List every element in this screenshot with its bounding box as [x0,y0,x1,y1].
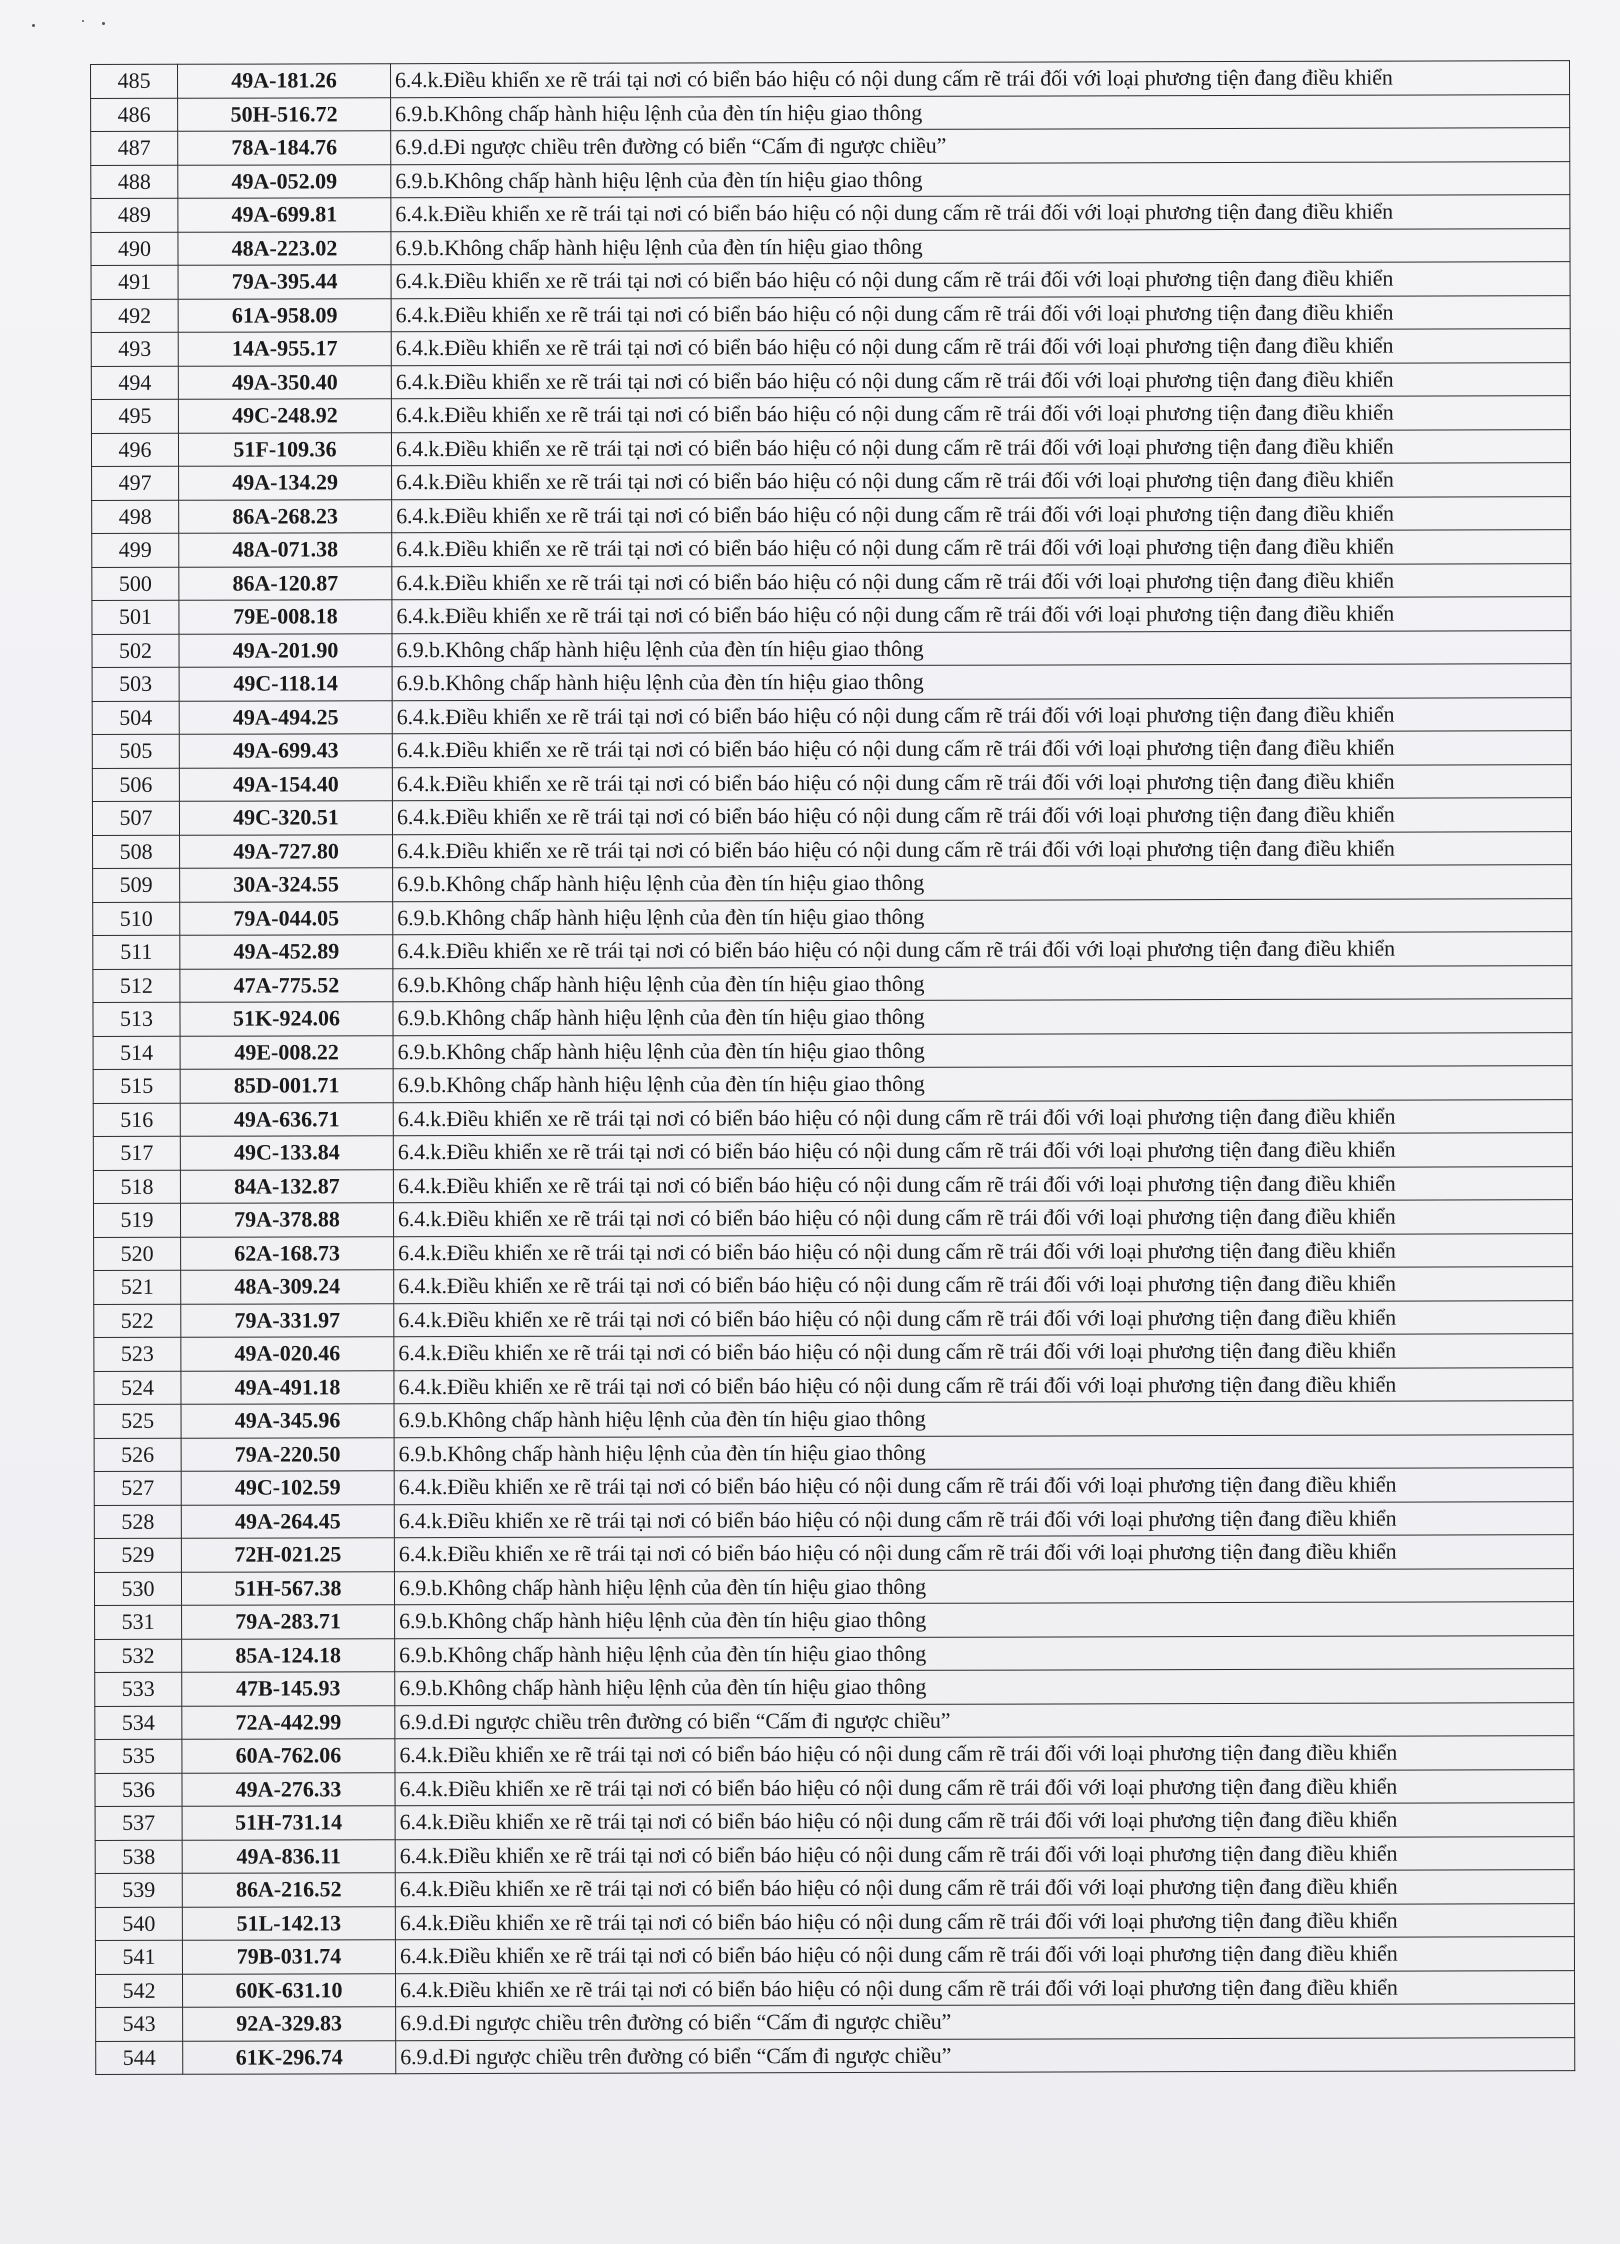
row-number-cell: 502 [92,634,179,668]
table-row [95,1903,1574,1940]
license-plate-cell: 51F-109.36 [178,432,391,466]
row-number-cell: 528 [94,1505,181,1539]
violation-cell: 6.4.k.Điều khiển xe rẽ trái tại nơi có biển báo hiệu có nội dung cấm rẽ trái đối với loại phương tiện đang điều khiển [391,61,1570,98]
row-number-cell: 521 [94,1270,181,1304]
table-row [92,664,1571,701]
row-number-cell: 485 [91,64,178,98]
violation-cell: 6.4.k.Điều khiển xe rẽ trái tại nơi có biển báo hiệu có nội dung cấm rẽ trái đối với loại phương tiện đang điều khiển [394,1300,1573,1337]
violation-cell: 6.9.b.Không chấp hành hiệu lệnh của đèn tín hiệu giao thông [391,161,1570,198]
license-plate-cell: 84A-132.87 [180,1169,393,1203]
table-row [91,362,1570,399]
scan-speck [32,24,35,27]
row-number-cell: 507 [92,801,179,835]
license-plate-cell: 49A-699.81 [178,198,391,232]
table-row [91,228,1570,265]
table-row [92,697,1571,734]
row-number-cell: 531 [95,1605,182,1639]
row-number-cell: 509 [93,868,180,902]
table-row [95,1602,1574,1639]
row-number-cell: 516 [93,1103,180,1137]
row-number-cell: 508 [93,835,180,869]
license-plate-cell: 49C-248.92 [178,399,391,433]
row-number-cell: 499 [92,533,179,567]
table-row [92,630,1571,667]
row-number-cell: 525 [94,1404,181,1438]
row-number-cell: 501 [92,600,179,634]
violation-cell: 6.9.d.Đi ngược chiều trên đường có biển “Cấm đi ngược chiều” [396,2037,1575,2074]
violation-cell: 6.4.k.Điều khiển xe rẽ trái tại nơi có biển báo hiệu có nội dung cấm rẽ trái đối với loại phương tiện đang điều khiển [395,1769,1574,1806]
violation-cell: 6.4.k.Điều khiển xe rẽ trái tại nơi có biển báo hiệu có nội dung cấm rẽ trái đối với loại phương tiện đang điều khiển [395,1937,1574,1974]
row-number-cell: 526 [94,1438,181,1472]
table-row [91,262,1570,299]
row-number-cell: 537 [95,1806,182,1840]
violation-cell: 6.4.k.Điều khiển xe rẽ trái tại nơi có biển báo hiệu có nội dung cấm rẽ trái đối với loại phương tiện đang điều khiển [392,764,1571,801]
violation-cell: 6.4.k.Điều khiển xe rẽ trái tại nơi có biển báo hiệu có nội dung cấm rẽ trái đối với loại phương tiện đang điều khiển [392,697,1571,734]
license-plate-cell: 79A-331.97 [181,1303,394,1337]
table-row [94,1334,1573,1371]
violation-cell: 6.9.b.Không chấp hành hiệu lệnh của đèn tín hiệu giao thông [395,1602,1574,1639]
violation-cell: 6.9.b.Không chấp hành hiệu lệnh của đèn tín hiệu giao thông [394,1401,1573,1438]
violation-cell: 6.4.k.Điều khiển xe rẽ trái tại nơi có biển báo hiệu có nội dung cấm rẽ trái đối với loại phương tiện đang điều khiển [393,1200,1572,1237]
row-number-cell: 496 [91,433,178,467]
table-row [94,1501,1573,1538]
violation-cell: 6.9.b.Không chấp hành hiệu lệnh của đèn tín hiệu giao thông [394,1568,1573,1605]
row-number-cell: 540 [95,1907,182,1941]
table-row [91,94,1570,131]
violation-cell: 6.4.k.Điều khiển xe rẽ trái tại nơi có biển báo hiệu có nội dung cấm rẽ trái đối với loại phương tiện đang điều khiển [394,1535,1573,1572]
violation-cell: 6.9.b.Không chấp hành hiệu lệnh của đèn tín hiệu giao thông [391,228,1570,265]
license-plate-cell: 79A-395.44 [178,265,391,299]
violations-table-body [91,61,1575,2075]
license-plate-cell: 50H-516.72 [178,97,391,131]
row-number-cell: 510 [93,902,180,936]
violation-cell: 6.9.b.Không chấp hành hiệu lệnh của đèn tín hiệu giao thông [393,865,1572,902]
license-plate-cell: 92A-329.83 [183,2007,396,2041]
table-row [91,61,1570,98]
row-number-cell: 515 [93,1069,180,1103]
table-row [95,1736,1574,1773]
violation-cell: 6.4.k.Điều khiển xe rẽ trái tại nơi có biển báo hiệu có nội dung cấm rẽ trái đối với loại phương tiện đang điều khiển [393,1133,1572,1170]
row-number-cell: 490 [91,232,178,266]
violation-cell: 6.4.k.Điều khiển xe rẽ trái tại nơi có biển báo hiệu có nội dung cấm rẽ trái đối với loại phương tiện đang điều khiển [394,1233,1573,1270]
violation-cell: 6.4.k.Điều khiển xe rẽ trái tại nơi có biển báo hiệu có nội dung cấm rẽ trái đối với loại phương tiện đang điều khiển [392,798,1571,835]
table-row [92,463,1571,500]
violation-cell: 6.9.b.Không chấp hành hiệu lệnh của đèn tín hiệu giao thông [391,94,1570,131]
table-row [91,128,1570,165]
license-plate-cell: 49A-350.40 [178,365,391,399]
row-number-cell: 535 [95,1739,182,1773]
row-number-cell: 544 [96,2041,183,2075]
table-row [92,731,1571,768]
violation-cell: 6.4.k.Điều khiển xe rẽ trái tại nơi có biển báo hiệu có nội dung cấm rẽ trái đối với loại phương tiện đang điều khiển [392,463,1571,500]
license-plate-cell: 61A-958.09 [178,298,391,332]
violation-cell: 6.4.k.Điều khiển xe rẽ trái tại nơi có biển báo hiệu có nội dung cấm rẽ trái đối với loại phương tiện đang điều khiển [391,329,1570,366]
row-number-cell: 498 [92,500,179,534]
license-plate-cell: 49C-320.51 [179,801,392,835]
violation-cell: 6.9.b.Không chấp hành hiệu lệnh của đèn tín hiệu giao thông [392,664,1571,701]
violation-cell: 6.4.k.Điều khiển xe rẽ trái tại nơi có biển báo hiệu có nội dung cấm rẽ trái đối với loại phương tiện đang điều khiển [395,1870,1574,1907]
row-number-cell: 505 [92,734,179,768]
row-number-cell: 542 [96,1974,183,2008]
table-row [93,865,1572,902]
license-plate-cell: 49A-020.46 [181,1337,394,1371]
license-plate-cell: 51H-567.38 [181,1571,394,1605]
table-row [94,1568,1573,1605]
license-plate-cell: 86A-216.52 [182,1873,395,1907]
row-number-cell: 541 [95,1940,182,1974]
row-number-cell: 512 [93,969,180,1003]
license-plate-cell: 48A-223.02 [178,231,391,265]
table-row [94,1233,1573,1270]
row-number-cell: 511 [93,935,180,969]
license-plate-cell: 48A-071.38 [179,533,392,567]
license-plate-cell: 85D-001.71 [180,1069,393,1103]
license-plate-cell: 60K-631.10 [183,1973,396,2007]
license-plate-cell: 49A-264.45 [181,1504,394,1538]
row-number-cell: 523 [94,1337,181,1371]
license-plate-cell: 72A-442.99 [182,1705,395,1739]
violation-cell: 6.4.k.Điều khiển xe rẽ trái tại nơi có biển báo hiệu có nội dung cấm rẽ trái đối với loại phương tiện đang điều khiển [391,429,1570,466]
table-row [92,764,1571,801]
license-plate-cell: 49A-636.71 [180,1102,393,1136]
license-plate-cell: 49A-276.33 [182,1772,395,1806]
license-plate-cell: 49A-052.09 [178,164,391,198]
table-row [95,1702,1574,1739]
violations-table [90,60,1575,2075]
violation-cell: 6.9.b.Không chấp hành hiệu lệnh của đèn tín hiệu giao thông [395,1635,1574,1672]
license-plate-cell: 79A-044.05 [180,901,393,935]
license-plate-cell: 49A-154.40 [179,767,392,801]
violation-cell: 6.4.k.Điều khiển xe rẽ trái tại nơi có biển báo hiệu có nội dung cấm rẽ trái đối với loại phương tiện đang điều khiển [391,362,1570,399]
license-plate-cell: 85A-124.18 [182,1638,395,1672]
table-row [93,1066,1572,1103]
row-number-cell: 491 [91,265,178,299]
table-row [92,597,1571,634]
table-row [93,898,1572,935]
table-row [94,1367,1573,1404]
row-number-cell: 538 [95,1840,182,1874]
row-number-cell: 519 [93,1203,180,1237]
row-number-cell: 539 [95,1873,182,1907]
violation-cell: 6.9.d.Đi ngược chiều trên đường có biển “Cấm đi ngược chiều” [391,128,1570,165]
table-row [93,1166,1572,1203]
license-plate-cell: 47A-775.52 [180,968,393,1002]
row-number-cell: 503 [92,667,179,701]
row-number-cell: 506 [92,768,179,802]
violation-cell: 6.4.k.Điều khiển xe rẽ trái tại nơi có biển báo hiệu có nội dung cấm rẽ trái đối với loại phương tiện đang điều khiển [395,1970,1574,2007]
row-number-cell: 530 [94,1572,181,1606]
license-plate-cell: 49A-494.25 [179,700,392,734]
table-row [94,1468,1573,1505]
table-row [91,429,1570,466]
table-row [92,563,1571,600]
table-row [94,1535,1573,1572]
table-row [93,1032,1572,1069]
table-row [95,1669,1574,1706]
license-plate-cell: 14A-955.17 [178,332,391,366]
violation-cell: 6.4.k.Điều khiển xe rẽ trái tại nơi có biển báo hiệu có nội dung cấm rẽ trái đối với loại phương tiện đang điều khiển [394,1501,1573,1538]
license-plate-cell: 61K-296.74 [183,2040,396,2074]
license-plate-cell: 49A-134.29 [179,466,392,500]
row-number-cell: 492 [91,299,178,333]
license-plate-cell: 49A-836.11 [182,1839,395,1873]
violation-cell: 6.9.b.Không chấp hành hiệu lệnh của đèn tín hiệu giao thông [395,1669,1574,1706]
license-plate-cell: 86A-268.23 [179,499,392,533]
row-number-cell: 524 [94,1371,181,1405]
table-row [96,2004,1575,2041]
license-plate-cell: 51K-924.06 [180,1002,393,1036]
table-row [96,2037,1575,2074]
row-number-cell: 493 [91,332,178,366]
table-row [93,831,1572,868]
violation-cell: 6.4.k.Điều khiển xe rẽ trái tại nơi có biển báo hiệu có nội dung cấm rẽ trái đối với loại phương tiện đang điều khiển [392,597,1571,634]
table-row [93,932,1572,969]
violation-cell: 6.9.b.Không chấp hành hiệu lệnh của đèn tín hiệu giao thông [394,1434,1573,1471]
table-row [94,1267,1573,1304]
table-row [95,1870,1574,1907]
row-number-cell: 500 [92,567,179,601]
license-plate-cell: 60A-762.06 [182,1739,395,1773]
table-row [91,161,1570,198]
table-row [91,295,1570,332]
violation-cell: 6.9.b.Không chấp hành hiệu lệnh của đèn tín hiệu giao thông [393,1066,1572,1103]
table-row [93,1200,1572,1237]
license-plate-cell: 49C-102.59 [181,1471,394,1505]
table-row [92,496,1571,533]
table-row [96,1970,1575,2007]
scan-speck [102,22,105,25]
license-plate-cell: 49A-699.43 [179,734,392,768]
license-plate-cell: 86A-120.87 [179,566,392,600]
scan-speck [82,20,84,22]
license-plate-cell: 49A-345.96 [181,1404,394,1438]
table-row [95,1803,1574,1840]
table-row [95,1836,1574,1873]
license-plate-cell: 49C-133.84 [180,1136,393,1170]
violation-cell: 6.4.k.Điều khiển xe rẽ trái tại nơi có biển báo hiệu có nội dung cấm rẽ trái đối với loại phương tiện đang điều khiển [394,1468,1573,1505]
table-row [95,1635,1574,1672]
license-plate-cell: 78A-184.76 [178,131,391,165]
row-number-cell: 488 [91,165,178,199]
row-number-cell: 497 [92,466,179,500]
row-number-cell: 489 [91,198,178,232]
license-plate-cell: 49E-008.22 [180,1035,393,1069]
violation-cell: 6.9.b.Không chấp hành hiệu lệnh của đèn tín hiệu giao thông [393,1032,1572,1069]
violation-cell: 6.9.d.Đi ngược chiều trên đường có biển “Cấm đi ngược chiều” [395,1702,1574,1739]
table-row [93,1133,1572,1170]
license-plate-cell: 79A-378.88 [180,1203,393,1237]
row-number-cell: 514 [93,1036,180,1070]
violation-cell: 6.4.k.Điều khiển xe rẽ trái tại nơi có biển báo hiệu có nội dung cấm rẽ trái đối với loại phương tiện đang điều khiển [395,1903,1574,1940]
violation-cell: 6.4.k.Điều khiển xe rẽ trái tại nơi có biển báo hiệu có nội dung cấm rẽ trái đối với loại phương tiện đang điều khiển [391,195,1570,232]
violation-cell: 6.4.k.Điều khiển xe rẽ trái tại nơi có biển báo hiệu có nội dung cấm rẽ trái đối với loại phương tiện đang điều khiển [393,831,1572,868]
violation-cell: 6.4.k.Điều khiển xe rẽ trái tại nơi có biển báo hiệu có nội dung cấm rẽ trái đối với loại phương tiện đang điều khiển [391,295,1570,332]
violation-cell: 6.4.k.Điều khiển xe rẽ trái tại nơi có biển báo hiệu có nội dung cấm rẽ trái đối với loại phương tiện đang điều khiển [392,563,1571,600]
row-number-cell: 533 [95,1672,182,1706]
violation-cell: 6.4.k.Điều khiển xe rẽ trái tại nơi có biển báo hiệu có nội dung cấm rẽ trái đối với loại phương tiện đang điều khiển [395,1736,1574,1773]
license-plate-cell: 49A-491.18 [181,1370,394,1404]
license-plate-cell: 48A-309.24 [181,1270,394,1304]
table-row [92,530,1571,567]
table-row [93,965,1572,1002]
license-plate-cell: 62A-168.73 [181,1236,394,1270]
license-plate-cell: 51H-731.14 [182,1806,395,1840]
license-plate-cell: 79A-220.50 [181,1437,394,1471]
table-row [95,1769,1574,1806]
violation-cell: 6.4.k.Điều khiển xe rẽ trái tại nơi có biển báo hiệu có nội dung cấm rẽ trái đối với loại phương tiện đang điều khiển [394,1267,1573,1304]
violation-cell: 6.4.k.Điều khiển xe rẽ trái tại nơi có biển báo hiệu có nội dung cấm rẽ trái đối với loại phương tiện đang điều khiển [392,496,1571,533]
row-number-cell: 518 [93,1170,180,1204]
license-plate-cell: 47B-145.93 [182,1672,395,1706]
violation-cell: 6.9.b.Không chấp hành hiệu lệnh của đèn tín hiệu giao thông [393,898,1572,935]
license-plate-cell: 72H-021.25 [181,1538,394,1572]
row-number-cell: 534 [95,1706,182,1740]
row-number-cell: 529 [94,1538,181,1572]
row-number-cell: 527 [94,1471,181,1505]
row-number-cell: 536 [95,1773,182,1807]
row-number-cell: 532 [95,1639,182,1673]
table-row [94,1401,1573,1438]
violation-cell: 6.4.k.Điều khiển xe rẽ trái tại nơi có biển báo hiệu có nội dung cấm rẽ trái đối với loại phương tiện đang điều khiển [392,731,1571,768]
row-number-cell: 543 [96,2007,183,2041]
license-plate-cell: 49A-727.80 [180,834,393,868]
violation-cell: 6.9.d.Đi ngược chiều trên đường có biển “Cấm đi ngược chiều” [396,2004,1575,2041]
license-plate-cell: 79A-283.71 [182,1605,395,1639]
row-number-cell: 513 [93,1002,180,1036]
violation-cell: 6.4.k.Điều khiển xe rẽ trái tại nơi có biển báo hiệu có nội dung cấm rẽ trái đối với loại phương tiện đang điều khiển [394,1367,1573,1404]
license-plate-cell: 49A-201.90 [179,633,392,667]
license-plate-cell: 49A-181.26 [178,64,391,98]
table-row [92,798,1571,835]
violation-cell: 6.9.b.Không chấp hành hiệu lệnh của đèn tín hiệu giao thông [393,965,1572,1002]
license-plate-cell: 79B-031.74 [182,1940,395,1974]
table-row [91,195,1570,232]
license-plate-cell: 51L-142.13 [182,1906,395,1940]
row-number-cell: 495 [91,399,178,433]
table-row [93,999,1572,1036]
license-plate-cell: 49C-118.14 [179,667,392,701]
license-plate-cell: 49A-452.89 [180,935,393,969]
violation-cell: 6.9.b.Không chấp hành hiệu lệnh của đèn tín hiệu giao thông [392,630,1571,667]
row-number-cell: 486 [91,98,178,132]
table-row [94,1300,1573,1337]
violation-cell: 6.4.k.Điều khiển xe rẽ trái tại nơi có biển báo hiệu có nội dung cấm rẽ trái đối với loại phương tiện đang điều khiển [393,1166,1572,1203]
license-plate-cell: 30A-324.55 [180,868,393,902]
violation-cell: 6.4.k.Điều khiển xe rẽ trái tại nơi có biển báo hiệu có nội dung cấm rẽ trái đối với loại phương tiện đang điều khiển [392,530,1571,567]
violation-cell: 6.4.k.Điều khiển xe rẽ trái tại nơi có biển báo hiệu có nội dung cấm rẽ trái đối với loại phương tiện đang điều khiển [395,1803,1574,1840]
table-row [91,329,1570,366]
license-plate-cell: 79E-008.18 [179,600,392,634]
violation-cell: 6.4.k.Điều khiển xe rẽ trái tại nơi có biển báo hiệu có nội dung cấm rẽ trái đối với loại phương tiện đang điều khiển [393,932,1572,969]
row-number-cell: 487 [91,131,178,165]
table-row [93,1099,1572,1136]
violation-cell: 6.4.k.Điều khiển xe rẽ trái tại nơi có biển báo hiệu có nội dung cấm rẽ trái đối với loại phương tiện đang điều khiển [391,396,1570,433]
row-number-cell: 494 [91,366,178,400]
violation-cell: 6.4.k.Điều khiển xe rẽ trái tại nơi có biển báo hiệu có nội dung cấm rẽ trái đối với loại phương tiện đang điều khiển [395,1836,1574,1873]
table-row [94,1434,1573,1471]
violation-cell: 6.4.k.Điều khiển xe rẽ trái tại nơi có biển báo hiệu có nội dung cấm rẽ trái đối với loại phương tiện đang điều khiển [393,1099,1572,1136]
row-number-cell: 517 [93,1136,180,1170]
row-number-cell: 504 [92,701,179,735]
table-row [95,1937,1574,1974]
row-number-cell: 520 [94,1237,181,1271]
row-number-cell: 522 [94,1304,181,1338]
table-row [91,396,1570,433]
violation-cell: 6.4.k.Điều khiển xe rẽ trái tại nơi có biển báo hiệu có nội dung cấm rẽ trái đối với loại phương tiện đang điều khiển [391,262,1570,299]
violation-cell: 6.9.b.Không chấp hành hiệu lệnh của đèn tín hiệu giao thông [393,999,1572,1036]
violation-cell: 6.4.k.Điều khiển xe rẽ trái tại nơi có biển báo hiệu có nội dung cấm rẽ trái đối với loại phương tiện đang điều khiển [394,1334,1573,1371]
